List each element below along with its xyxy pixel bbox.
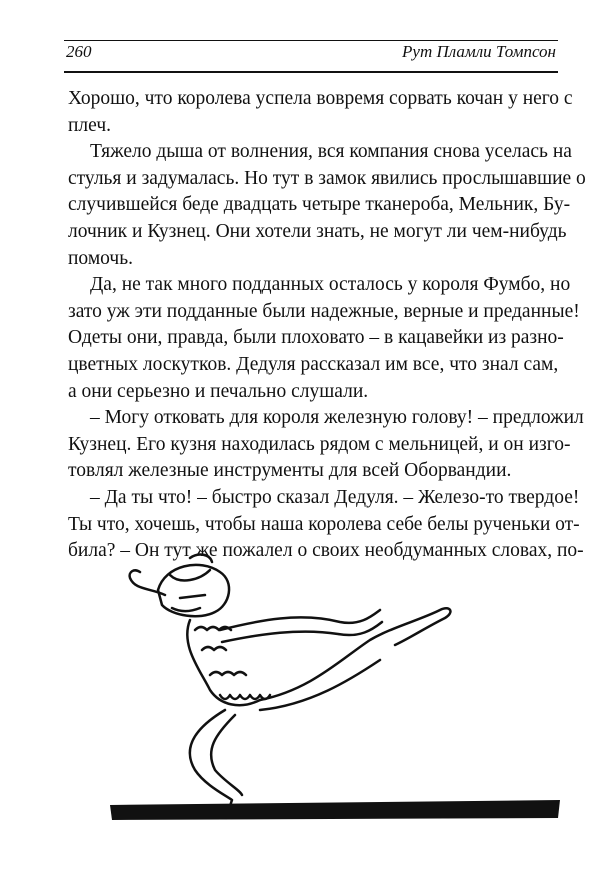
text-line: лочник и Кузнец. Они хотели знать, не могут ли чем-нибудь: [68, 220, 567, 242]
body-text: [68, 86, 586, 565]
text-line: зато уж эти подданные были надежные, верные и преданные!: [68, 300, 580, 322]
text-line: Ты что, хочешь, чтобы наша королева себе белы рученьки от-: [68, 513, 580, 535]
text-line: товлял железные инструменты для всей Оборвандии.: [68, 460, 512, 482]
page-number: 260: [66, 42, 92, 61]
text-line: Хорошо, что королева успела вовремя сорвать кочан у него с: [68, 88, 573, 109]
text-line: Кузнец. Его кузня находилась рядом с мельницей, и он изго-: [68, 433, 571, 455]
text-line: Да, не так много подданных осталось у короля Фумбо, но: [90, 274, 571, 296]
ground-bar: [110, 800, 560, 820]
text-line: Одеты они, правда, были плоховато – в кацавейки из разно-: [68, 327, 564, 349]
text-line: случившейся беде двадцать четыре тканероба, Мельник, Бу-: [68, 194, 571, 216]
header-bottom-rule: [64, 71, 558, 73]
header-top-rule: [64, 40, 558, 41]
text-line: плеч.: [68, 114, 112, 136]
text-line: – Да ты что! – быстро сказал Дедуля. – Железо-то твердое!: [90, 486, 580, 508]
text-line: стулья и задумалась. Но тут в замок явились прослышавшие о: [68, 167, 586, 189]
text-line: била? – Он тут же пожалел о своих необдуманных словах, по-: [68, 540, 584, 562]
text-line: – Могу отковать для короля железную голову! – предложил: [90, 407, 584, 429]
running-title: Рут Пламли Томпсон: [402, 42, 556, 61]
text-line: цветных лоскутков. Дедуля рассказал им все, что знал сам,: [68, 353, 559, 375]
text-line: Тяжело дыша от волнения, вся компания снова уселась на: [90, 141, 572, 163]
running-figure-illustration: [110, 550, 560, 830]
text-line: помочь.: [68, 247, 133, 269]
text-line: а они серьезно и печально слушали.: [68, 380, 369, 402]
